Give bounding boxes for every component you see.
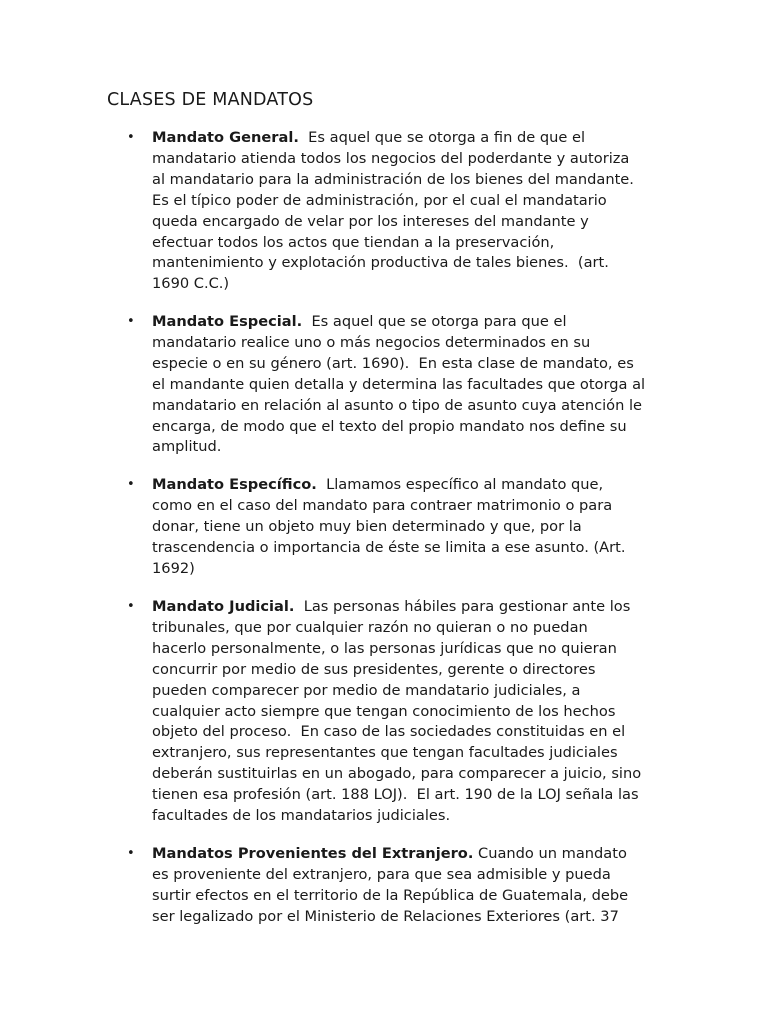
- item-text-line: ser legalizado por el Ministerio de Relaciones Exteriores (art. 37: [152, 907, 619, 925]
- item-text-line: Es aquel que se otorga para que el: [302, 313, 567, 330]
- item-term: Mandato Especial.: [152, 313, 303, 330]
- bullet-icon: •: [127, 846, 135, 861]
- item-text-line: tribunales, que por cualquier razón no quieran o no puedan: [152, 618, 588, 636]
- item-text-line: hacerlo personalmente, o las personas jurídicas que no quieran: [152, 639, 617, 657]
- list-item-mandato-general: [127, 128, 677, 295]
- item-text-line: como en el caso del mandato para contraer matrimonio o para: [152, 496, 613, 514]
- item-text-line: pueden comparecer por medio de mandatario judiciales, a: [152, 681, 581, 699]
- page-title: CLASES DE MANDATOS: [107, 90, 314, 110]
- item-text-line: amplitud.: [152, 438, 222, 456]
- bullet-icon: •: [127, 130, 135, 145]
- item-text-line: donar, tiene un objeto muy bien determinado y que, por la: [152, 517, 582, 535]
- item-text-line: 1690 C.C.): [152, 275, 230, 293]
- list-item-mandato-especial: [127, 312, 677, 458]
- bullet-icon: •: [127, 599, 135, 614]
- item-text-line: cualquier acto siempre que tengan conocimiento de los hechos: [152, 702, 616, 720]
- item-text-line: objeto del proceso. En caso de las sociedades constituidas en el: [152, 723, 626, 741]
- item-text-line: mandatario realice uno o más negocios determinados en su: [152, 333, 591, 351]
- item-text-line: efectuar todos los actos que tiendan a la preservación,: [152, 233, 555, 251]
- item-text-line: al mandatario para la administración de los bienes del mandante.: [152, 170, 634, 188]
- item-text-line: trascendencia o importancia de éste se limita a ese asunto. (Art.: [152, 538, 626, 556]
- item-term: Mandatos Provenientes del Extranjero.: [152, 845, 474, 862]
- item-text-line: facultades de los mandatarios judiciales.: [152, 807, 451, 825]
- item-text-line: el mandante quien detalla y determina las facultades que otorga al: [152, 375, 646, 393]
- bullet-icon: •: [127, 314, 135, 329]
- item-text-line: mantenimiento y explotación productiva de tales bienes. (art.: [152, 254, 609, 272]
- item-text-line: Es aquel que se otorga a fin de que el: [298, 129, 586, 146]
- item-text-line: concurrir por medio de sus presidentes, gerente o directores: [152, 660, 596, 678]
- item-text-line: Llamamos específico al mandato que,: [316, 476, 604, 493]
- item-text-line: 1692): [152, 559, 195, 577]
- item-text-line: mandatario atienda todos los negocios del poderdante y autoriza: [152, 149, 630, 167]
- item-term: Mandato Judicial.: [152, 598, 295, 615]
- item-text-line: extranjero, sus representantes que tengan facultades judiciales: [152, 744, 618, 762]
- list-item-mandato-especifico: [127, 475, 677, 580]
- list-item-mandatos-extranjero: [127, 844, 677, 928]
- item-term: Mandato Específico.: [152, 476, 317, 493]
- item-text-line: queda encargado de velar por los intereses del mandante y: [152, 212, 589, 230]
- item-text-line: tienen esa profesión (art. 188 LOJ). El art. 190 de la LOJ señala las: [152, 786, 639, 804]
- item-text-line: especie o en su género (art. 1690). En esta clase de mandato, es: [152, 354, 634, 372]
- item-text-line: es proveniente del extranjero, para que sea admisible y pueda: [152, 865, 611, 883]
- list-item-mandato-judicial: [127, 597, 677, 827]
- bullet-icon: •: [127, 477, 135, 492]
- item-text-line: mandatario en relación al asunto o tipo de asunto cuya atención le: [152, 396, 642, 414]
- item-text-line: Cuando un mandato: [473, 845, 627, 862]
- item-term: Mandato General.: [152, 129, 299, 146]
- item-text-line: encarga, de modo que el texto del propio mandato nos define su: [152, 417, 627, 435]
- item-text-line: Es el típico poder de administración, por el cual el mandatario: [152, 191, 607, 209]
- item-text-line: surtir efectos en el territorio de la República de Guatemala, debe: [152, 886, 629, 904]
- item-text-line: Las personas hábiles para gestionar ante los: [294, 598, 631, 615]
- item-text-line: deberán sustituirlas en un abogado, para comparecer a juicio, sino: [152, 765, 642, 783]
